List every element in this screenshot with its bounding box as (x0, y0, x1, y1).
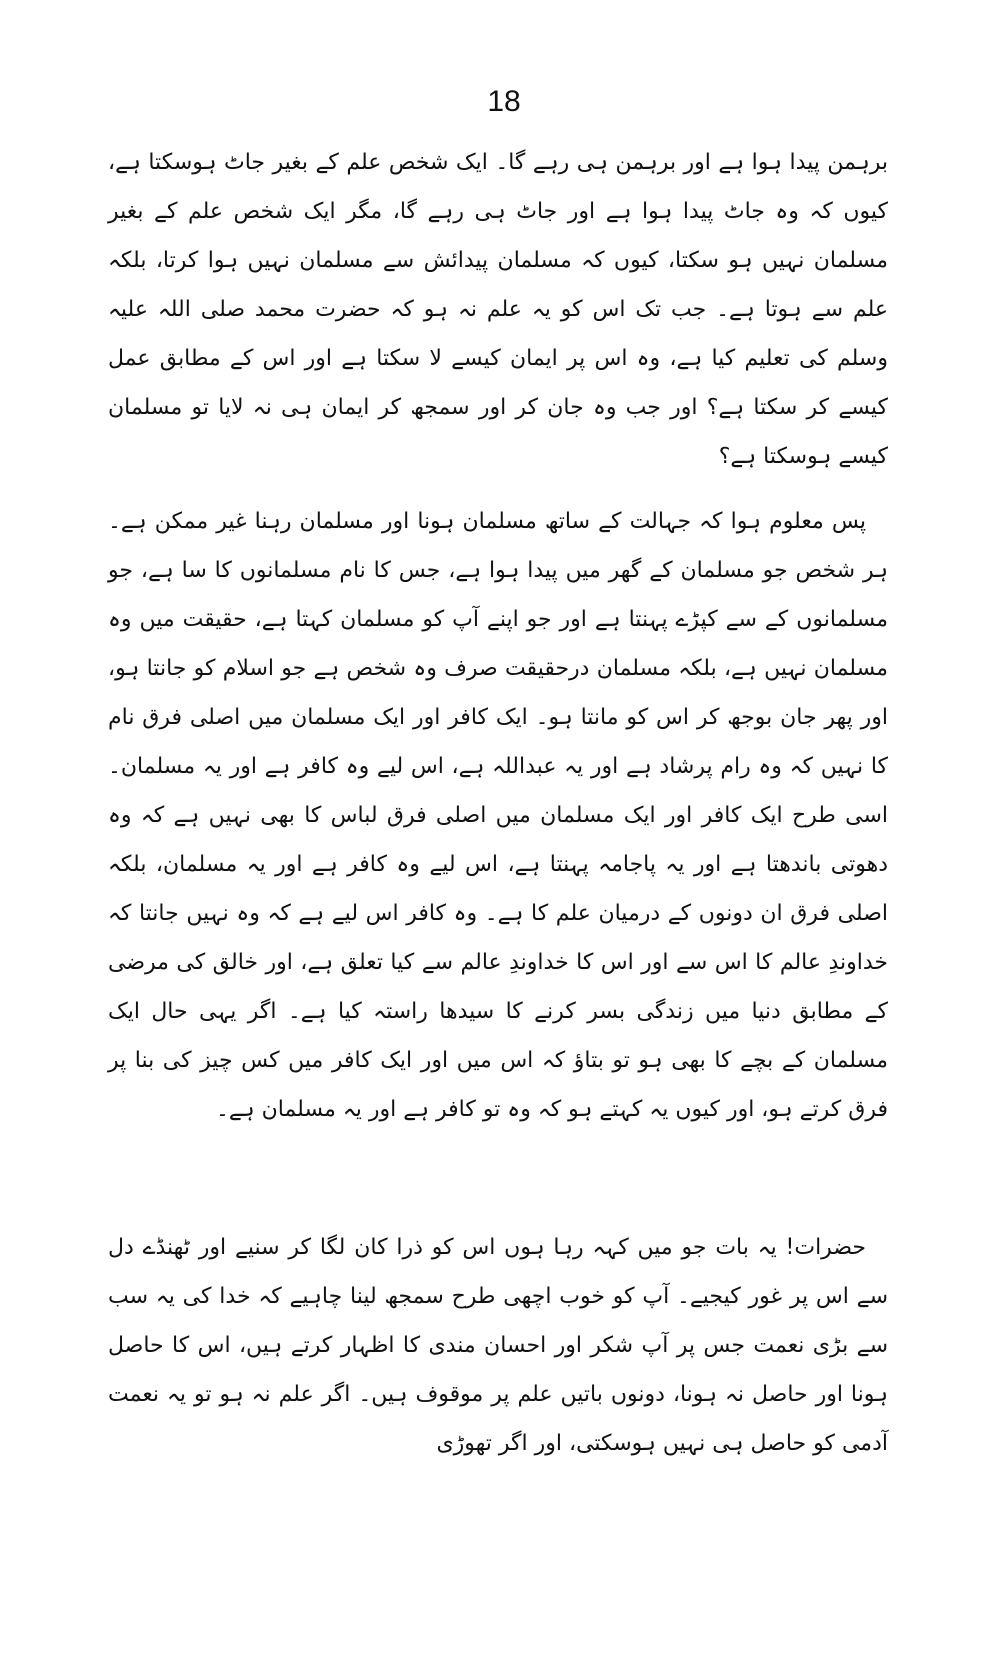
paragraph-2: پس معلوم ہوا کہ جہالت کے ساتھ مسلمان ہونا اور مسلمان رہنا غیر ممکن ہے۔ ہر شخص جو مسلمان کے گھر میں پیدا ہوا ہے، جس کا نام مسلمانوں کا سا ہے، جو مسلمانوں کے سے کپڑے پہنتا ہے اور جو اپنے آپ کو مسلمان کہتا ہے، حقیقت میں وہ مسلمان نہیں ہے، بلکہ مسلمان درحقیقت صرف وہ شخص ہے جو اسلام کو جانتا ہو، اور پھر جان بوجھ کر اس کو مانتا ہو۔ ایک کافر اور ایک مسلمان میں اصلی فرق نام کا نہیں کہ وہ رام پرشاد ہے اور یہ عبداللہ ہے، اس لیے وہ کافر ہے اور یہ مسلمان۔ اسی طرح ایک کافر اور ایک مسلمان میں اصلی فرق لباس کا بھی نہیں ہے کہ وہ دھوتی باندھتا ہے اور یہ پاجامہ پہنتا ہے، اس لیے وہ کافر ہے اور یہ مسلمان، بلکہ اصلی فرق ان دونوں کے درمیان علم کا ہے۔ وہ کافر اس لیے ہے کہ وہ نہیں جانتا کہ خداوندِ عالم کا اس سے اور اس کا خداوندِ عالم سے کیا تعلق ہے، اور خالق کی مرضی کے مطابق دنیا میں زندگی بسر کرنے کا سیدھا راستہ کیا ہے۔ اگر یہی حال ایک مسلمان کے بچے کا بھی ہو تو بتاؤ کہ اس میں اور ایک کافر میں کس چیز کی بنا پر فرق کرتے ہو، اور کیوں یہ کہتے ہو کہ وہ تو کافر ہے اور یہ مسلمان ہے۔ (108, 509, 888, 1122)
paragraph-1: برہمن پیدا ہوا ہے اور برہمن ہی رہے گا۔ ایک شخص علم کے بغیر جاٹ ہوسکتا ہے، کیوں کہ وہ جاٹ پیدا ہوا ہے اور جاٹ ہی رہے گا، مگر ایک شخص علم کے بغیر مسلمان نہیں ہو سکتا، کیوں کہ مسلمان پیدائش سے مسلمان نہیں ہوا کرتا، بلکہ علم سے ہوتا ہے۔ جب تک اس کو یہ علم نہ ہو کہ حضرت محمد صلی اللہ علیہ وسلم کی تعلیم کیا ہے، وہ اس پر ایمان کیسے لا سکتا ہے اور اس کے مطابق عمل کیسے کر سکتا ہے؟ اور جب وہ جان کر اور سمجھ کر ایمان ہی نہ لایا تو مسلمان کیسے ہوسکتا ہے؟ (108, 150, 888, 469)
page-number: 18 (487, 85, 521, 118)
paragraph-3: حضرات! یہ بات جو میں کہہ رہا ہوں اس کو ذرا کان لگا کر سنیے اور ٹھنڈے دل سے اس پر غور کیجیے۔ آپ کو خوب اچھی طرح سمجھ لینا چاہیے کہ خدا کی یہ سب سے بڑی نعمت جس پر آپ شکر اور احسان مندی کا اظہار کرتے ہیں، اس کا حاصل ہونا اور حاصل نہ ہونا، دونوں باتیں علم پر موقوف ہیں۔ اگر علم نہ ہو تو یہ نعمت آدمی کو حاصل ہی نہیں ہوسکتی، اور اگر تھوڑی (108, 1235, 888, 1456)
